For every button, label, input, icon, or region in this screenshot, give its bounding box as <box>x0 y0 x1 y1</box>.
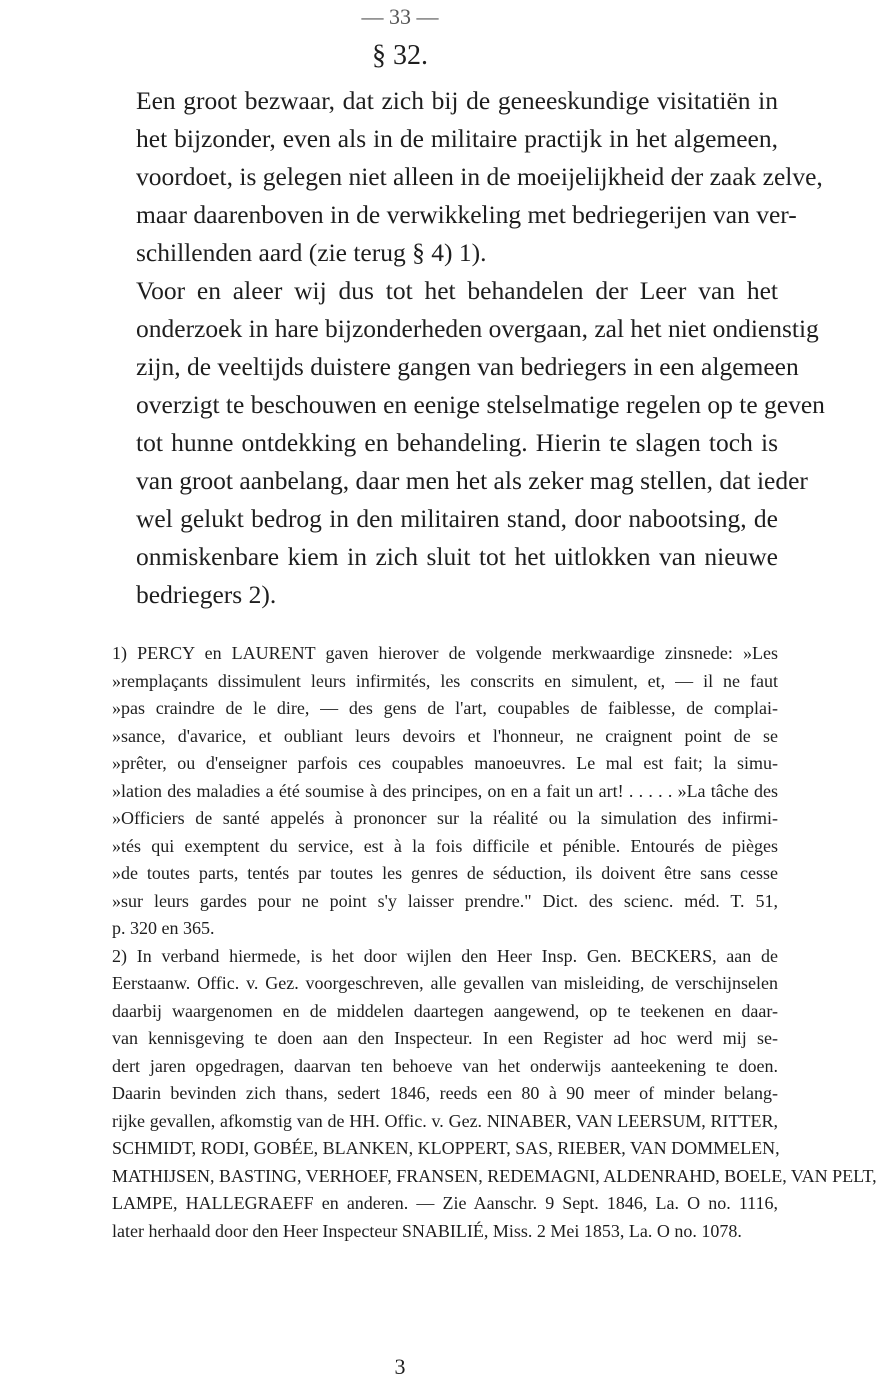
paragraph-2 <box>112 272 825 614</box>
text-line: wel gelukt bedrog in den militairen stand, door nabootsing, de <box>136 504 778 533</box>
paragraph-1 <box>112 82 823 272</box>
text-line: Voor en aleer wij dus tot het behandelen der Leer van het <box>136 276 778 305</box>
text-line: tot hunne ontdekking en behandeling. Hierin te slagen toch is <box>136 428 778 457</box>
note-line: SCHMIDT, RODI, GOBÉE, BLANKEN, KLOPPERT, SAS, RIEBER, VAN DOMMELEN, <box>112 1138 780 1158</box>
note-line: »prêter, ou d'enseigner parfois ces coupables manoeuvres. Le mal est fait; la simu- <box>112 753 778 773</box>
text-line: overzigt te beschouwen en eenige stelselmatige regelen op te geven <box>136 390 825 419</box>
note-line: 1) PERCY en LAURENT gaven hierover de volgende merkwaardige zinsnede: »Les <box>112 643 778 663</box>
text-line: onmiskenbare kiem in zich sluit tot het uitlokken van nieuwe <box>136 542 778 571</box>
note-line: 2) In verband hiermede, is het door wijlen den Heer Insp. Gen. BECKERS, aan de <box>112 945 778 966</box>
text-line: het bijzonder, even als in de militaire practijk in het algemeen, <box>136 124 778 153</box>
note-line: daarbij waargenomen en de middelen daartegen aangewend, op te teekenen en daar- <box>112 1000 778 1021</box>
signature-mark: 3 <box>394 1354 406 1379</box>
text-line: maar daarenboven in de verwikkeling met bedriegerijen van ver- <box>136 200 797 229</box>
page-number-header: — 33 — <box>361 4 439 29</box>
note-line: »de toutes parts, tentés par toutes les genres de séduction, ils doivent être sans cesse <box>112 863 778 883</box>
note-line: »sance, d'avarice, et oubliant leurs devoirs et l'honneur, ne craignent point de se <box>112 725 778 746</box>
note-line: dert jaren opgedragen, daarvan ten behoeve van het onderwijs aanteekening te doen. <box>112 1055 778 1076</box>
footnote-2 <box>112 943 877 1246</box>
footnotes <box>112 640 877 1245</box>
text-line: van groot aanbelang, daar men het als zeker mag stellen, dat ieder <box>136 466 808 495</box>
text-line: Een groot bezwaar, dat zich bij de geneeskundige visitatiën in <box>136 86 778 115</box>
note-line: p. 320 en 365. <box>112 918 215 938</box>
note-line: MATHIJSEN, BASTING, VERHOEF, FRANSEN, REDEMAGNI, ALDENRAHD, BOELE, VAN PELT, <box>112 1165 877 1186</box>
note-line: later herhaald door den Heer Inspecteur SNABILIÉ, Miss. 2 Mei 1853, La. O no. 1078. <box>112 1220 742 1241</box>
text-line: zijn, de veeltijds duistere gangen van bedriegers in een algemeen <box>136 352 799 381</box>
note-line: »sur leurs gardes pour ne point s'y laisser prendre." Dict. des scienc. méd. T. 51, <box>112 890 778 911</box>
note-line: »pas craindre de le dire, — des gens de l'art, coupables de faiblesse, de complai- <box>112 698 778 718</box>
text-line: schillenden aard (zie terug § 4) 1). <box>136 238 487 267</box>
note-line: LAMPE, HALLEGRAEFF en anderen. — Zie Aanschr. 9 Sept. 1846, La. O no. 1116, <box>112 1193 778 1213</box>
main-text <box>112 82 825 614</box>
footnote-1 <box>112 640 778 943</box>
note-line: »tés qui exemptent du service, est à la fois difficile et pénible. Entourés de pièges <box>112 835 778 856</box>
note-line: rijke gevallen, afkomstig van de HH. Offic. v. Gez. NINABER, VAN LEERSUM, RITTER, <box>112 1110 778 1131</box>
note-line: van kennisgeving te doen aan den Inspecteur. In een Register ad hoc werd mij se- <box>112 1028 778 1048</box>
note-line: Eerstaanw. Offic. v. Gez. voorgeschreven, alle gevallen van misleiding, de verschijnselen <box>112 973 778 993</box>
text-line: voordoet, is gelegen niet alleen in de moeijelijkheid der zaak zelve, <box>136 162 823 191</box>
note-line: »remplaçants dissimulent leurs infirmités, les conscrits en simulent, et, — il ne faut <box>112 670 778 691</box>
note-line: »lation des maladies a été soumise à des principes, on en a fait un art! . . . . . »La tâche des <box>112 780 778 801</box>
section-title: § 32. <box>372 40 428 71</box>
note-line: Daarin bevinden zich thans, sedert 1846, reeds een 80 à 90 meer of minder belang- <box>112 1083 778 1103</box>
text-line: onderzoek in hare bijzonderheden overgaan, zal het niet ondienstig <box>136 314 819 343</box>
text-line: bedriegers 2). <box>136 580 277 609</box>
note-line: »Officiers de santé appelés à prononcer sur la réalité ou la simulation des infirmi- <box>112 808 778 828</box>
